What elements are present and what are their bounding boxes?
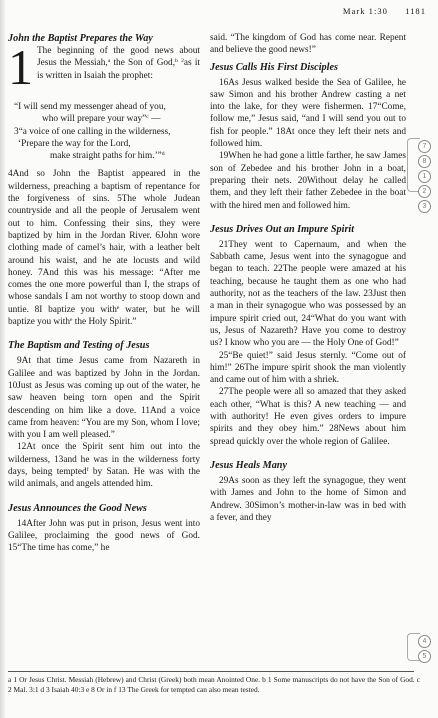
- verse-text: The beginning of the good news about Jesus the Messiah,$^a$ the Son of God,$^b$ $^2$as it is written in Isaiah the prophet:: [37, 46, 200, 81]
- footnote-marker: f: [86, 467, 89, 474]
- verse-paragraph: 29As soon as they left the synagogue, they went with James and John to the home of Simon and Andrew. 30Simon’s mother-in-law was in bed with a fever, and they: [210, 475, 406, 523]
- poetry-line: who will prepare your way”$^c$ —: [42, 114, 161, 125]
- verse-paragraph: 16As Jesus walked beside the Sea of Galilee, he saw Simon and his brother Andrew casting a net into the lake, for they were fishermen. 17“Come, follow me,” Jesus said, “and I will send you out to fish for people.” 18At once they left their nets and followed him.: [210, 77, 406, 150]
- xref-circle-icon[interactable]: 3: [418, 200, 431, 213]
- xref-circle-icon[interactable]: 7: [418, 140, 431, 153]
- cross-reference-group: [418, 140, 432, 215]
- xref-circle-icon[interactable]: 4: [418, 635, 431, 648]
- footnote-marker: a: [107, 58, 111, 65]
- running-head: [343, 6, 426, 16]
- poetry-line: 3“a voice of one calling in the wilderness,: [14, 126, 171, 137]
- verse-paragraph: 19When he had gone a little farther, he saw James son of Zebedee and his brother John in a boat, preparing their nets. 20Without delay he called them, and they left their father Zebedee in the boat with the hired men and followed him.: [210, 151, 406, 211]
- verse-paragraph: 27The people were all so amazed that they asked each other, “What is this? A new teaching — and with authority! He even gives orders to impure spirits and they obey him.” 28News about him spread quickly over the whole region of Galilee.: [210, 387, 406, 447]
- footnote-marker: c: [146, 114, 149, 121]
- footnote-marker: e: [69, 317, 73, 324]
- poetry-line: “I will send my messenger ahead of you,: [14, 102, 166, 112]
- verse-paragraph: 9At that time Jesus came from Nazareth in Galilee and was baptized by John in the Jordan. 10Just as Jesus was coming up out of the water, he saw heaven being torn open and the Spirit descending on him like a dove. 11And a voice came from heaven: “You are my Son, whom I love; with you I am well pleased.”: [8, 356, 200, 441]
- verse-number: 2: [181, 58, 184, 65]
- section-heading: Jesus Drives Out an Impure Spirit: [210, 223, 355, 235]
- right-column: [210, 32, 406, 524]
- running-head-reference: Mark 1:30: [342, 6, 388, 16]
- footnote-marker: d: [161, 151, 165, 158]
- verse-paragraph: 21They went to Capernaum, and when the Sabbath came, Jesus went into the synagogue and began to teach. 22The people were amazed at his teaching, because he taught them as one who had authority, not as the teachers of the law. 23Just then a man in their synagogue who was possessed by an impure spirit cried out, 24“What do you want with us, Jesus of Nazareth? Have you come to destroy us? I know who you are — the Holy One of God!”: [210, 239, 406, 349]
- footnotes: a 1 Or Jesus Christ. Messiah (Hebrew) and Christ (Greek) both mean Anointed One. b 1 Some manuscripts do not have the Son of God. c 2 Mal. 3:1 d 3 Isaiah 40:3 e 8 Or in f 13 The Greek for tempted can also mean tested.: [8, 675, 420, 694]
- xref-circle-icon[interactable]: 5: [418, 650, 431, 663]
- xref-circle-icon[interactable]: 2: [418, 185, 431, 198]
- page-gutter-shadow: [0, 0, 6, 718]
- section-heading: Jesus Calls His First Disciples: [210, 61, 338, 73]
- chapter-opening: [8, 39, 200, 95]
- xref-circle-icon[interactable]: 1: [418, 170, 431, 183]
- cross-reference-group: [418, 635, 432, 665]
- footnote-marker: b: [175, 58, 178, 65]
- xref-circle-icon[interactable]: 8: [418, 155, 431, 168]
- page-number: 1181: [405, 6, 426, 16]
- section-heading: Jesus Heals Many: [210, 459, 287, 471]
- section-heading: The Baptism and Testing of Jesus: [8, 340, 150, 352]
- poetry-line: make straight paths for him.’”$^d$: [50, 151, 165, 162]
- poetry-line: ‘Prepare the way for the Lord,: [18, 138, 131, 149]
- verse-paragraph: 12At once the Spirit sent him out into the wilderness, 13and he was in the wilderness forty days, being tempted$^f$ by Satan. He was with the wild animals, and angels attended him.: [8, 442, 200, 490]
- footnote-divider: [8, 671, 414, 672]
- left-column: [8, 32, 200, 555]
- footnote-marker: e: [116, 304, 120, 311]
- verse-paragraph: said. “The kingdom of God has come near. Repent and believe the good news!”: [210, 33, 406, 56]
- section-heading: John the Baptist Prepares the Way: [8, 33, 153, 44]
- verse-paragraph: 4And so John the Baptist appeared in the wilderness, preaching a baptism of repentance for the forgiveness of sins. 5The whole Judean countryside and all the people of Jerusalem went out to him. Confessing their sins, they were baptized by him in the Jordan River. 6John wore clothing made of camel’s hair, with a leather belt around his waist, and he ate locusts and wild honey. 7And this was his message: “After me comes the one more powerful than I, the straps of whose sandals I am not worthy to stoop down and untie. 8I baptize you with$^e$ water, but he will baptize you with$^e$ the Holy Spirit.”: [8, 169, 200, 328]
- poetry-quote: [8, 101, 200, 162]
- section-heading: Jesus Announces the Good News: [8, 502, 147, 514]
- verse-paragraph: 14After John was put in prison, Jesus went into Galilee, proclaiming the good news of God. 15“The time has come,” he: [8, 518, 200, 554]
- verse-paragraph: 25“Be quiet!” said Jesus sternly. “Come out of him!” 26The impure spirit shook the man violently and came out of him with a shriek.: [210, 350, 406, 386]
- chapter-number: 1: [8, 39, 33, 95]
